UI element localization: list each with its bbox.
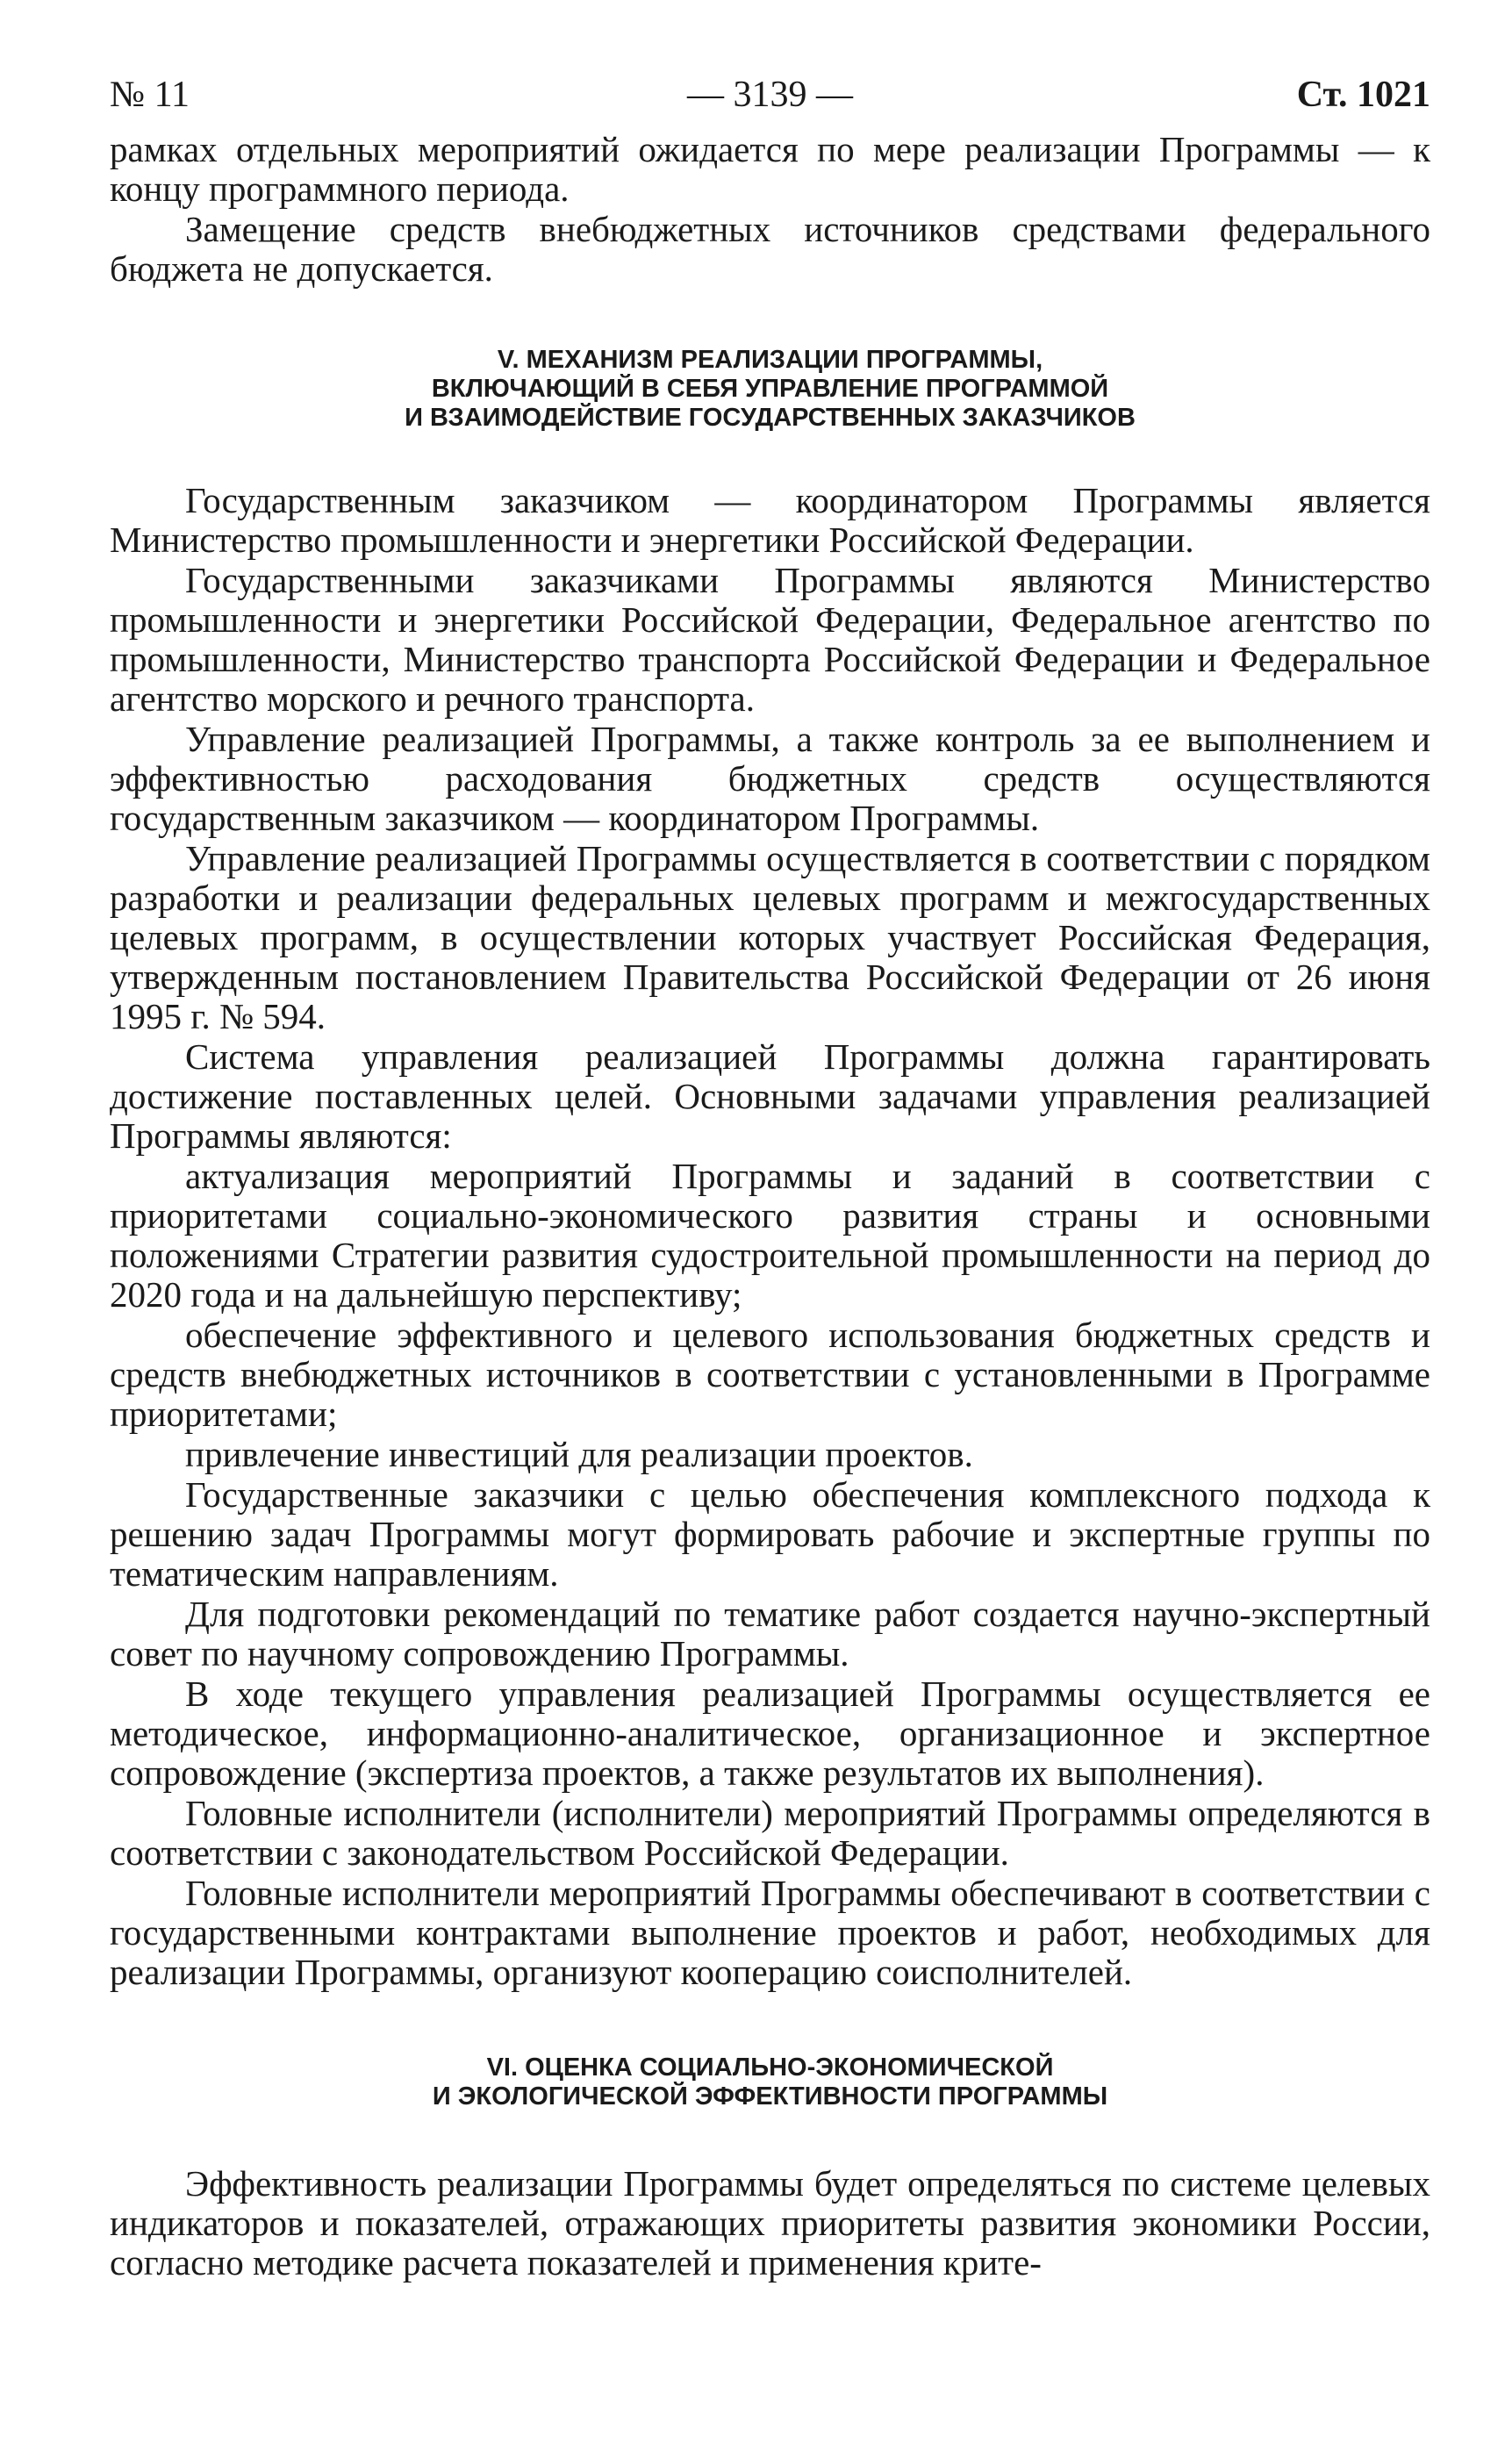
section-5-heading bbox=[110, 346, 1430, 433]
issue-number: № 11 bbox=[110, 75, 190, 115]
intro-text bbox=[110, 130, 1430, 289]
section-6-body bbox=[110, 2164, 1430, 2283]
heading-line: ВКЛЮЧАЮЩИЙ В СЕБЯ УПРАВЛЕНИЕ ПРОГРАММОЙ bbox=[431, 375, 1109, 403]
heading-line: V. МЕХАНИЗМ РЕАЛИЗАЦИИ ПРОГРАММЫ, bbox=[497, 346, 1043, 374]
paragraph: Головные исполнители (исполнители) мероприятий Программы определяются в соответствии с законодательством Российской Федерации. bbox=[110, 1793, 1430, 1873]
running-header bbox=[110, 68, 1430, 130]
list-item: привлечение инвестиций для реализации проектов. bbox=[185, 1434, 973, 1474]
paragraph: рамках отдельных мероприятий ожидается по мере реализации Программы — к концу программного периода. bbox=[110, 129, 1430, 209]
list-item: обеспечение эффективного и целевого использования бюджетных средств и средств внебюджетных источников в соответствии с установленными в Программе приоритетами; bbox=[110, 1315, 1430, 1434]
paragraph: Замещение средств внебюджетных источников средствами федерального бюджета не допускается. bbox=[110, 209, 1430, 289]
paragraph: Для подготовки рекомендаций по тематике работ создается научно-экспертный совет по научному сопровождению Программы. bbox=[110, 1594, 1430, 1674]
section-6-heading bbox=[110, 2053, 1430, 2111]
document-page bbox=[110, 68, 1430, 2283]
page-number: — 3139 — bbox=[687, 75, 853, 115]
paragraph: Государственные заказчики с целью обеспечения комплексного подхода к решению задач Программы могут формировать рабочие и экспертные группы по тематическим направлениям. bbox=[110, 1474, 1430, 1594]
paragraph: Головные исполнители мероприятий Программы обеспечивают в соответствии с государственными контрактами выполнение проектов и работ, необходимых для реализации Программы, организуют кооперацию соисполнителей. bbox=[110, 1873, 1430, 1992]
heading-line: И ВЗАИМОДЕЙСТВИЕ ГОСУДАРСТВЕННЫХ ЗАКАЗЧИКОВ bbox=[405, 404, 1136, 432]
paragraph: Система управления реализацией Программы должна гарантировать достижение поставленных целей. Основными задачами управления реализацией Программы являются: bbox=[110, 1036, 1430, 1156]
paragraph: Государственным заказчиком — координатором Программы является Министерство промышленности и энергетики Российской Федерации. bbox=[110, 480, 1430, 560]
list-item: актуализация мероприятий Программы и заданий в соответствии с приоритетами социально-экономического развития страны и основными положениями Стратегии развития судостроительной промышленности на период до 2020 года и на дальнейшую перспективу; bbox=[110, 1156, 1430, 1315]
heading-line: VI. ОЦЕНКА СОЦИАЛЬНО-ЭКОНОМИЧЕСКОЙ bbox=[486, 2053, 1054, 2082]
paragraph: Управление реализацией Программы, а также контроль за ее выполнением и эффективностью расходования бюджетных средств осуществляются государственным заказчиком — координатором Программы. bbox=[110, 719, 1430, 838]
paragraph: Государственными заказчиками Программы являются Министерство промышленности и энергетики Российской Федерации, Федеральное агентство по промышленности, Министерство транспорта Российской Федерации и Федеральное агентство морского и речного транспорта. bbox=[110, 560, 1430, 719]
paragraph: Эффективность реализации Программы будет определяться по системе целевых индикаторов и показателей, отражающих приоритеты развития экономики России, согласно методике расчета показателей и применения крите- bbox=[110, 2163, 1430, 2283]
heading-line: И ЭКОЛОГИЧЕСКОЙ ЭФФЕКТИВНОСТИ ПРОГРАММЫ bbox=[432, 2082, 1108, 2111]
article-number: Ст. 1021 bbox=[1296, 75, 1430, 115]
section-5-body bbox=[110, 481, 1430, 1992]
paragraph: Управление реализацией Программы осуществляется в соответствии с порядком разработки и реализации федеральных целевых программ и межгосударственных целевых программ, в осуществлении которых участвует Российская Федерация, утвержденным постановлением Правительства Российской Федерации от 26 июня 1995 г. № 594. bbox=[110, 838, 1430, 1036]
paragraph: В ходе текущего управления реализацией Программы осуществляется ее методическое, информационно-аналитическое, организационное и экспертное сопровождение (экспертиза проектов, а также результатов их выполнения). bbox=[110, 1674, 1430, 1793]
